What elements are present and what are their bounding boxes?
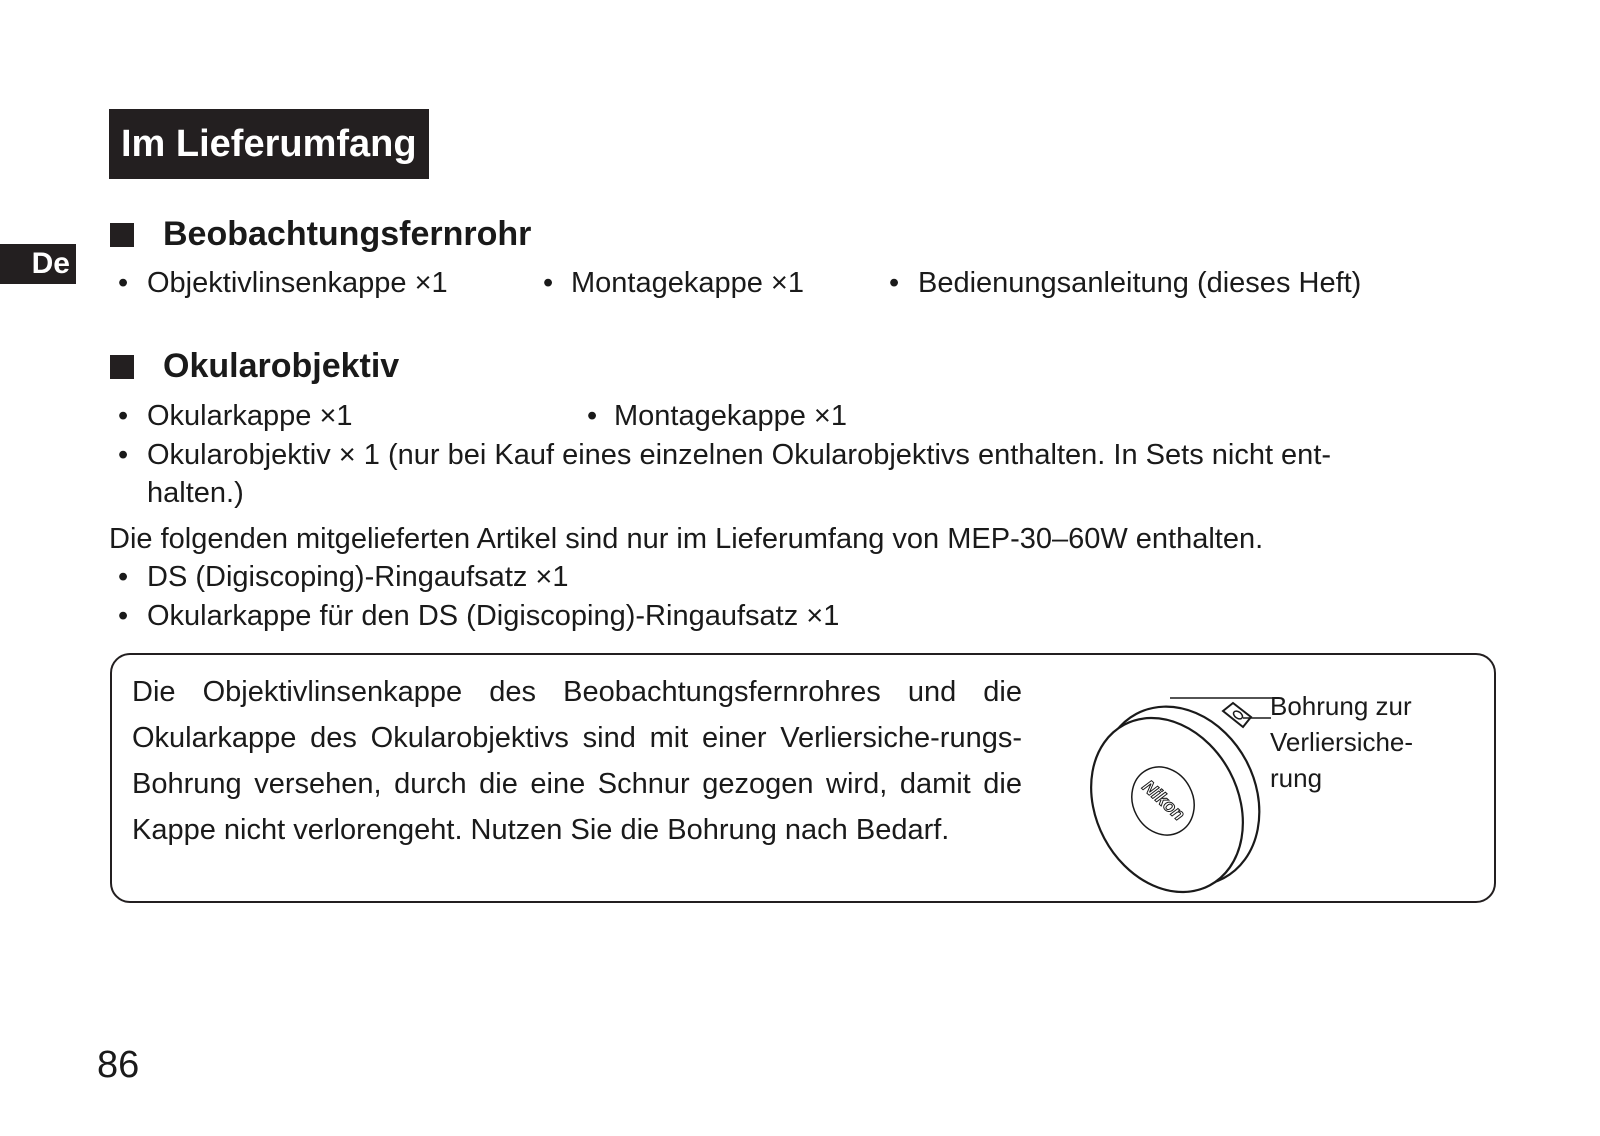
bullet-icon: •: [118, 400, 129, 432]
list-item: Montagekappe ×1: [571, 267, 804, 299]
language-tab: De: [0, 244, 76, 284]
list-item: Okularkappe ×1: [147, 400, 353, 432]
section-heading-okularobjektiv: [110, 346, 399, 386]
callout-label: [1270, 688, 1490, 796]
page-title: Im Lieferumfang: [109, 109, 429, 179]
list-item-continuation: halten.): [147, 477, 244, 509]
note-text: Die Objektivlinsenkappe des Beobachtungsfernrohres und die Okularkappe des Okularobjektivs sind mit einer Verliersiche-rungs-Bohrung versehen, durch die eine Schnur gezogen wird, damit die Kappe nicht verlorengeht. Nutzen Sie die Bohrung nach Bedarf.: [132, 676, 1022, 846]
list-item: Montagekappe ×1: [614, 400, 847, 432]
bullet-icon: •: [118, 439, 129, 471]
list-item: Objektivlinsenkappe ×1: [147, 267, 448, 299]
section-heading-text: Beobachtungsfernrohr: [163, 215, 532, 253]
bullet-icon: •: [889, 267, 900, 299]
callout-line: Verliersiche-: [1270, 727, 1414, 757]
bullet-icon: •: [543, 267, 554, 299]
page-number: 86: [97, 1044, 140, 1086]
leader-line: [1170, 675, 1280, 725]
callout-line: Bohrung zur: [1270, 691, 1412, 721]
list-item: Okularkappe für den DS (Digiscoping)-Ringaufsatz ×1: [147, 600, 840, 632]
bullet-icon: •: [118, 561, 129, 593]
square-bullet-icon: [110, 355, 134, 379]
list-item: Bedienungsanleitung (dieses Heft): [918, 267, 1362, 299]
note-box: [110, 653, 1496, 903]
section-heading-text: Okularobjektiv: [163, 347, 400, 385]
bullet-icon: •: [587, 400, 598, 432]
nikon-logo: Nikon: [1138, 776, 1189, 825]
square-bullet-icon: [110, 223, 134, 247]
bullet-icon: •: [118, 267, 129, 299]
section-heading-beobachtungsfernrohr: [110, 214, 531, 254]
mep-note: Die folgenden mitgelieferten Artikel sind nur im Lieferumfang von MEP-30–60W enthalten.: [109, 523, 1264, 555]
bullet-icon: •: [118, 600, 129, 632]
list-item: Okularobjektiv × 1 (nur bei Kauf eines einzelnen Okularobjektivs enthalten. In Sets nicht ent-: [147, 439, 1332, 471]
list-item: DS (Digiscoping)-Ringaufsatz ×1: [147, 561, 569, 593]
callout-line: rung: [1270, 763, 1323, 793]
